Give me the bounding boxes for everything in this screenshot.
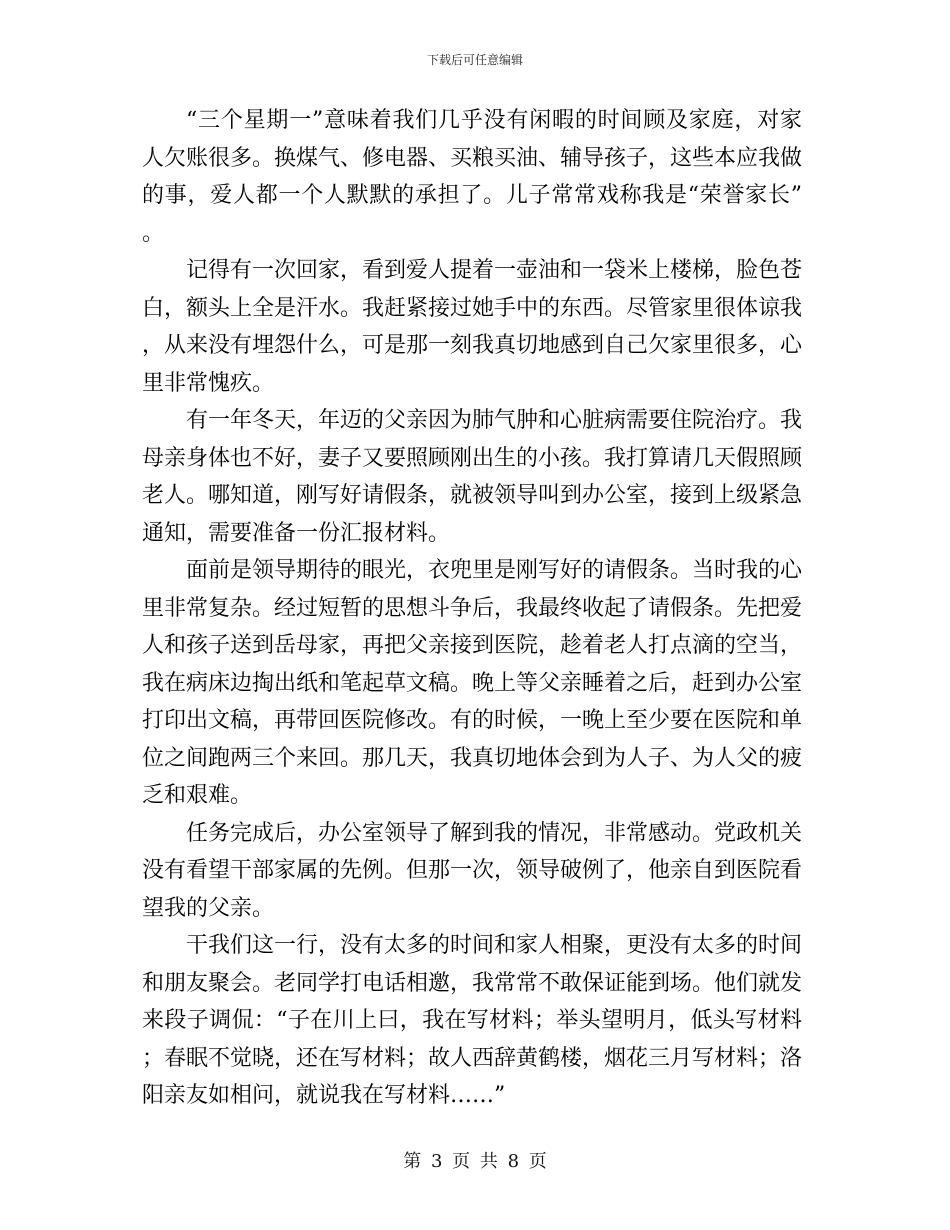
page-footer: 第 3 页 共 8 页 [403,1151,547,1172]
paragraph: 记得有一次回家，看到爱人提着一壶油和一袋米上楼梯，脸色苍白，额头上全是汗水。我赶紧接过她手中的东西。尽管家里很体谅我，从来没有埋怨什么，可是那一刻我真切地感到自己欠家里很多，心里非常愧疚。 [142,258,803,396]
document-body [142,102,802,1115]
paragraph: 有一年冬天，年迈的父亲因为肺气肿和心脏病需要住院治疗。我母亲身体也不好，妻子又要照顾刚出生的小孩。我打算请几天假照顾老人。哪知道，刚写好请假条，就被领导叫到办公室，接到上级紧急通知，需要准备一份汇报材料。 [142,408,803,546]
paragraph: 任务完成后，办公室领导了解到我的情况，非常感动。党政机关没有看望干部家属的先例。但那一次，领导破例了，他亲自到医院看望我的父亲。 [142,820,803,921]
page-header: 下载后可任意编辑 [426,53,523,67]
paragraph: 干我们这一行，没有太多的时间和家人相聚，更没有太多的时间和朋友聚会。老同学打电话相邀，我常常不敢保证能到场。他们就发来段子调侃：“子在川上曰，我在写材料；举头望明月，低头写材料；春眠不觉晓，还在写材料；故人西辞黄鹤楼，烟花三月写材料；洛阳亲友如相问，就说我在写材料……” [142,933,803,1108]
paragraph: “三个星期一”意味着我们几乎没有闲暇的时间顾及家庭，对家人欠账很多。换煤气、修电器、买粮买油、辅导孩子，这些本应我做的事，爱人都一个人默默的承担了。儿子常常戏称我是“荣誉家长”。 [142,108,803,246]
paragraph: 面前是领导期待的眼光，衣兜里是刚写好的请假条。当时我的心里非常复杂。经过短暂的思想斗争后，我最终收起了请假条。先把爱人和孩子送到岳母家，再把父亲接到医院，趁着老人打点滴的空当，我在病床边掏出纸和笔起草文稿。晚上等父亲睡着之后，赶到办公室打印出文稿，再带回医院修改。有的时候，一晚上至少要在医院和单位之间跑两三个来回。那几天，我真切地体会到为人子、为人父的疲乏和艰难。 [142,558,803,808]
